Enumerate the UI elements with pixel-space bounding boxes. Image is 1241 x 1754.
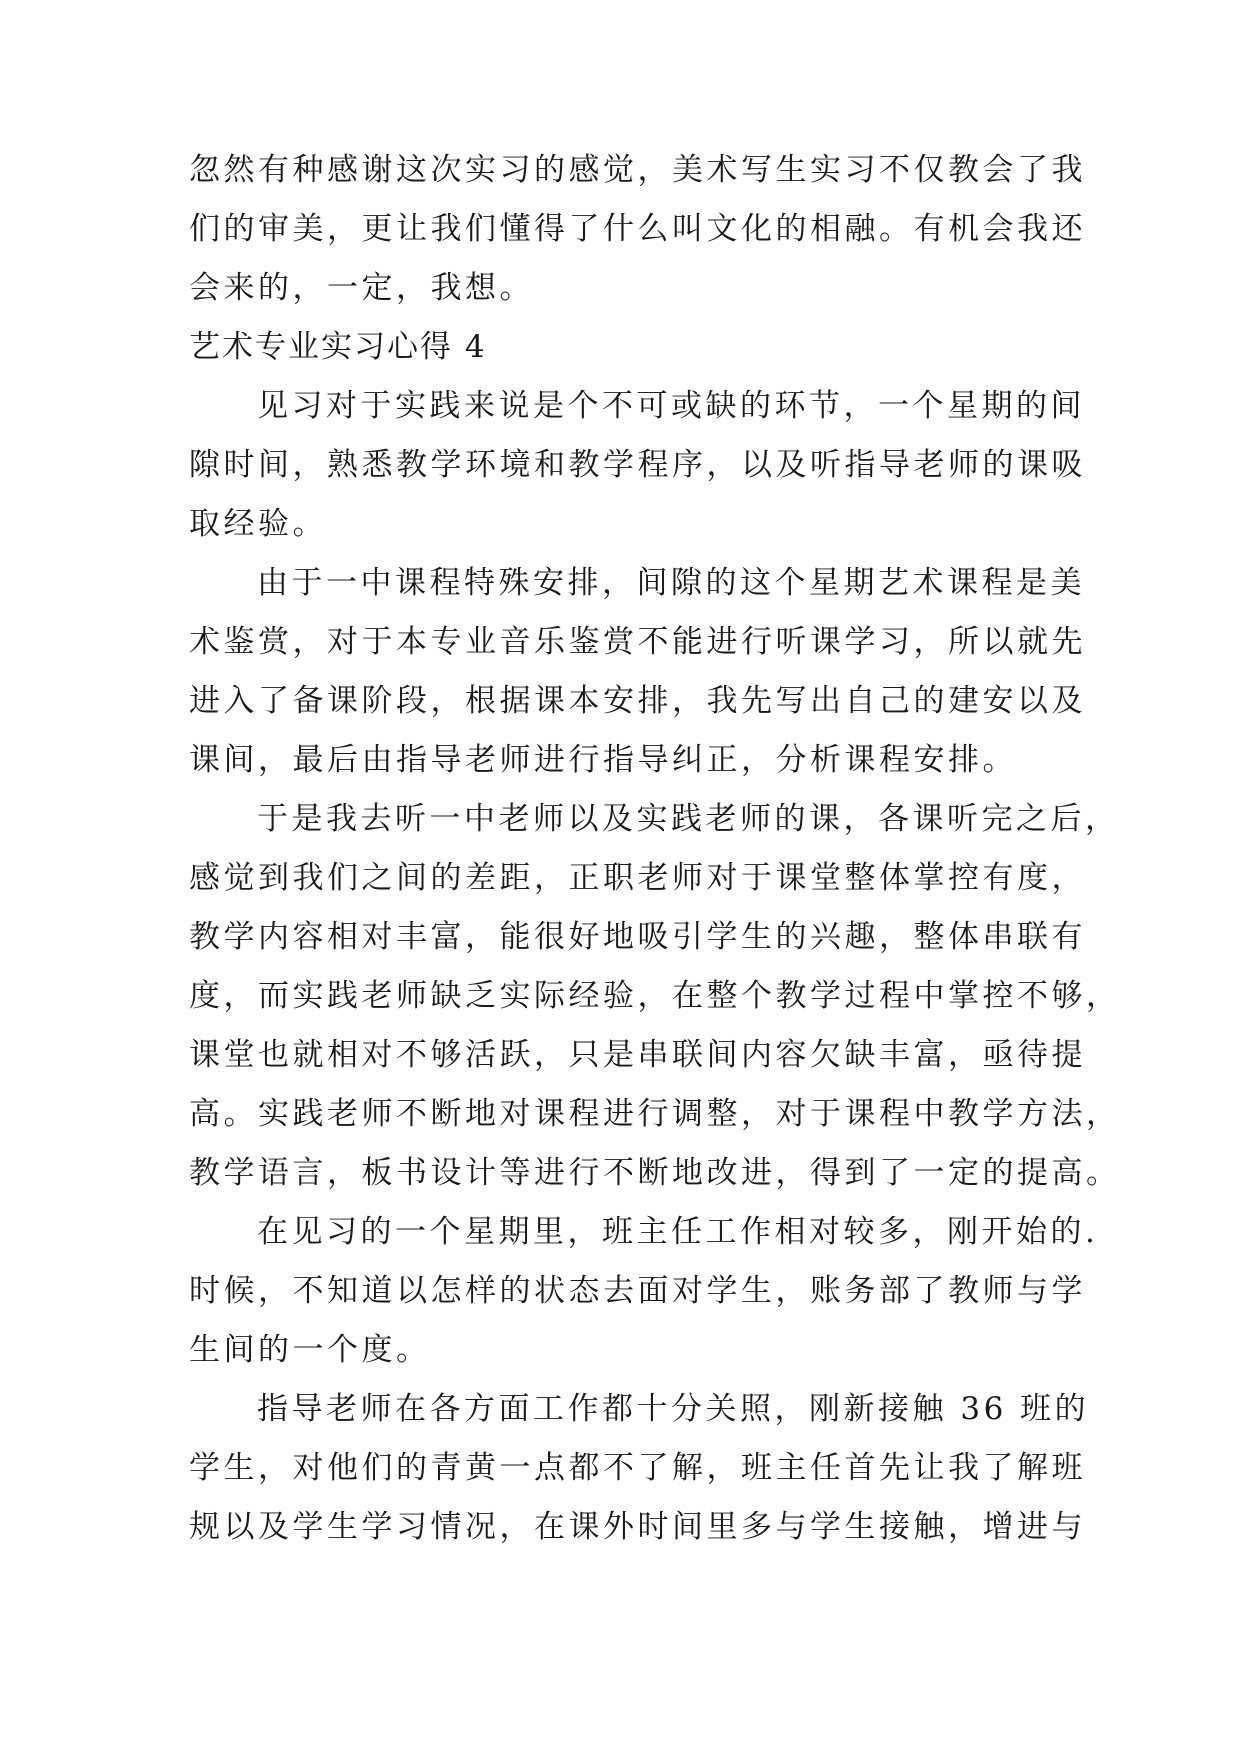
- paragraph-first-line: 由于一中课程特殊安排，间隙的这个星期艺术课程是美: [257, 565, 1085, 601]
- text-line: 隙时间，熟悉教学环境和教学程序，以及听指导老师的课吸: [189, 447, 1086, 483]
- section-heading: 艺术专业实习心得 4: [189, 329, 487, 365]
- text-line: 高。实践老师不断地对课程进行调整，对于课程中教学方法，: [189, 1096, 1121, 1132]
- text-line: 课堂也就相对不够活跃，只是串联间内容欠缺丰富，亟待提: [189, 1037, 1086, 1073]
- text-line: 取经验。: [189, 506, 327, 542]
- text-line: 感觉到我们之间的差距，正职老师对于课堂整体掌控有度，: [189, 860, 1086, 896]
- text-line: 会来的，一定，我想。: [189, 270, 534, 306]
- text-line: 时候，不知道以怎样的状态去面对学生，账务部了教师与学: [189, 1273, 1086, 1309]
- text-line: 学生，对他们的青黄一点都不了解，班主任首先让我了解班: [189, 1450, 1086, 1486]
- text-line: 生间的一个度。: [189, 1332, 431, 1368]
- text-line: 忽然有种感谢这次实习的感觉，美术写生实习不仅教会了我: [189, 152, 1086, 188]
- paragraph-first-line: 指导老师在各方面工作都十分关照，刚新接触 36 班的: [257, 1391, 1090, 1427]
- text-line: 教学内容相对丰富，能很好地吸引学生的兴趣，整体串联有: [189, 919, 1086, 955]
- text-line: 度，而实践老师缺乏实际经验，在整个教学过程中掌控不够，: [189, 978, 1121, 1014]
- text-line: 课间，最后由指导老师进行指导纠正，分析课程安排。: [189, 742, 1017, 778]
- text-line: 进入了备课阶段，根据课本安排，我先写出自己的建安以及: [189, 683, 1086, 719]
- text-line: 术鉴赏，对于本专业音乐鉴赏不能进行听课学习，所以就先: [189, 624, 1086, 660]
- paragraph-first-line: 于是我去听一中老师以及实践老师的课，各课听完之后，: [257, 801, 1120, 837]
- paragraph-first-line: 见习对于实践来说是个不可或缺的环节，一个星期的间: [257, 388, 1085, 424]
- paragraph-first-line: 在见习的一个星期里，班主任工作相对较多，刚开始的.: [257, 1214, 1099, 1250]
- text-line: 教学语言，板书设计等进行不断地改进，得到了一定的提高。: [189, 1155, 1121, 1191]
- text-line: 规以及学生学习情况，在课外时间里多与学生接触，增进与: [189, 1509, 1086, 1545]
- text-line: 们的审美，更让我们懂得了什么叫文化的相融。有机会我还: [189, 211, 1086, 247]
